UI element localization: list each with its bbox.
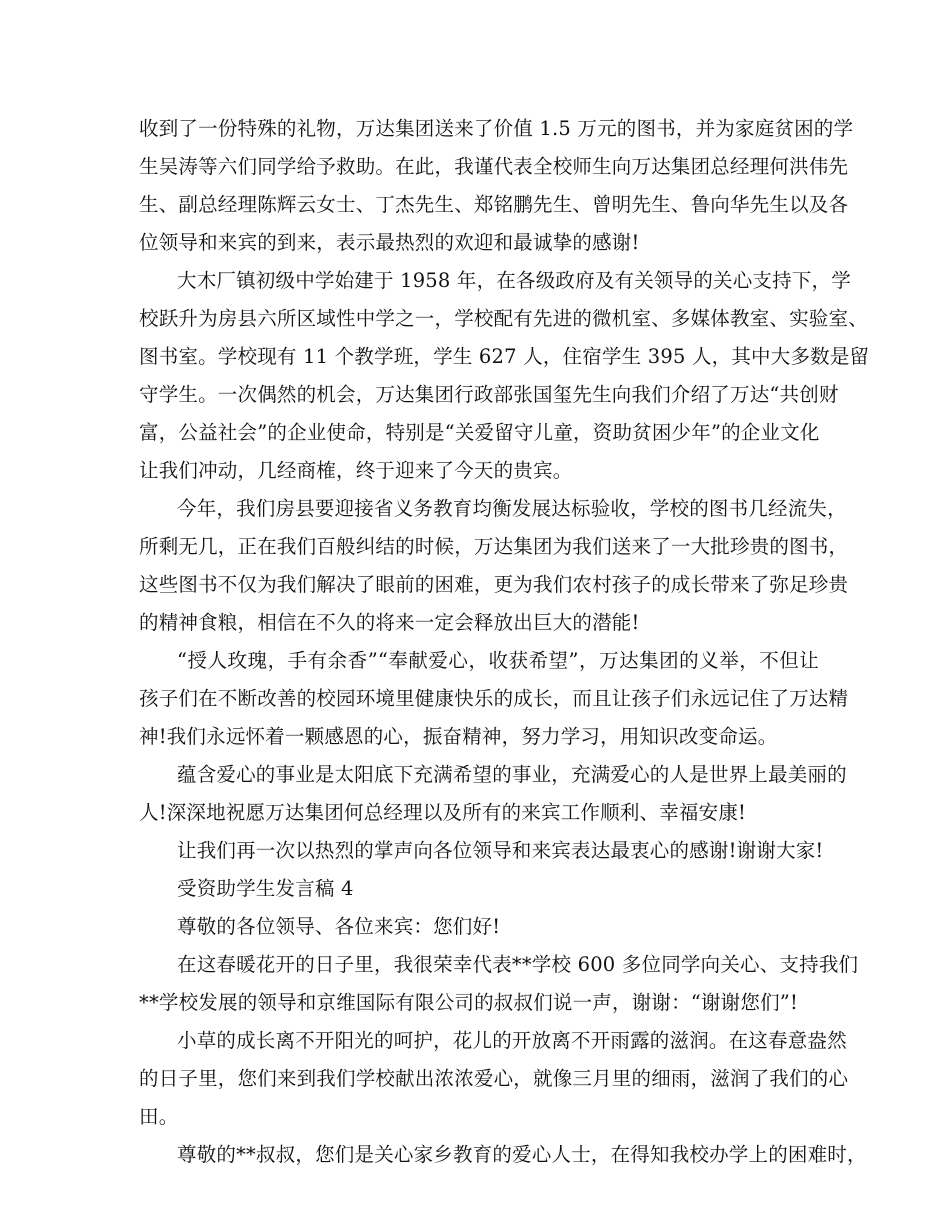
body-text-line: **学校发展的领导和京维国际有限公司的叔叔们说一声，谢谢：“谢谢您们”!	[139, 991, 798, 1014]
body-text-line: 校跃升为房县六所区域性中学之一，学校配有先进的微机室、多媒体教室、实验室、	[139, 307, 868, 330]
paragraph-first-line: 大木厂镇初级中学始建于 1958 年，在各级政府及有关领导的关心支持下，学	[177, 269, 851, 292]
body-text-line: 所剩无几，正在我们百般纠结的时候，万达集团为我们送来了一大批珍贵的图书，	[139, 535, 849, 558]
body-text-line: 图书室。学校现有 11 个教学班，学生 627 人，住宿学生 395 人，其中大多数是留	[139, 345, 870, 368]
paragraph-first-line: “授人玫瑰，手有余香”“奉献爱心，收获希望”，万达集团的义举，不但让	[177, 649, 819, 672]
body-text-line: 富，公益社会”的企业使命，特别是“关爱留守儿童，资助贫困少年”的企业文化	[139, 421, 820, 444]
paragraph-first-line: 蕴含爱心的事业是太阳底下充满希望的事业，充满爱心的人是世界上最美丽的	[177, 763, 847, 786]
body-text-line: 的日子里，您们来到我们学校献出浓浓爱心，就像三月里的细雨，滋润了我们的心	[139, 1067, 849, 1090]
paragraph-first-line: 小草的成长离不开阳光的呵护，花儿的开放离不开雨露的滋润。在这春意盎然	[177, 1029, 847, 1052]
body-text-line: 人!深深地祝愿万达集团何总经理以及所有的来宾工作顺利、幸福安康!	[139, 801, 747, 824]
body-text-line: 孩子们在不断改善的校园环境里健康快乐的成长，而且让孩子们永远记住了万达精	[139, 687, 849, 710]
paragraph-first-line: 让我们再一次以热烈的掌声向各位领导和来宾表达最衷心的感谢!谢谢大家!	[177, 839, 824, 862]
section-heading: 受资助学生发言稿 4	[177, 877, 354, 900]
body-text-line: 神!我们永远怀着一颗感恩的心，振奋精神，努力学习，用知识改变命运。	[139, 725, 778, 748]
body-text-line: 收到了一份特殊的礼物，万达集团送来了价值 1.5 万元的图书，并为家庭贫困的学	[139, 117, 854, 140]
paragraph-first-line: 今年，我们房县要迎接省义务教育均衡发展达标验收，学校的图书几经流失，	[177, 497, 847, 520]
body-text-line: 守学生。一次偶然的机会，万达集团行政部张国玺先生向我们介绍了万达“共创财	[139, 383, 839, 406]
salutation-line: 尊敬的各位领导、各位来宾：您们好!	[177, 915, 501, 938]
paragraph-first-line: 尊敬的**叔叔，您们是关心家乡教育的爱心人士，在得知我校办学上的困难时，	[177, 1143, 867, 1166]
body-text-line: 田。	[139, 1105, 179, 1128]
body-text-line: 生、副总经理陈辉云女士、丁杰先生、郑铭鹏先生、曾明先生、鲁向华先生以及各	[139, 193, 849, 216]
body-text-line: 让我们冲动，几经商榷，终于迎来了今天的贵宾。	[139, 459, 573, 482]
paragraph-first-line: 在这春暖花开的日子里，我很荣幸代表**学校 600 多位同学向关心、支持我们	[177, 953, 859, 976]
body-text-line: 的精神食粮，相信在不久的将来一定会释放出巨大的潜能!	[139, 611, 640, 634]
body-text-line: 生吴涛等六们同学给予救助。在此，我谨代表全校师生向万达集团总经理何洪伟先	[139, 155, 849, 178]
body-text-line: 这些图书不仅为我们解决了眼前的困难，更为我们农村孩子的成长带来了弥足珍贵	[139, 573, 849, 596]
body-text-line: 位领导和来宾的到来，表示最热烈的欢迎和最诚挚的感谢!	[139, 231, 640, 254]
